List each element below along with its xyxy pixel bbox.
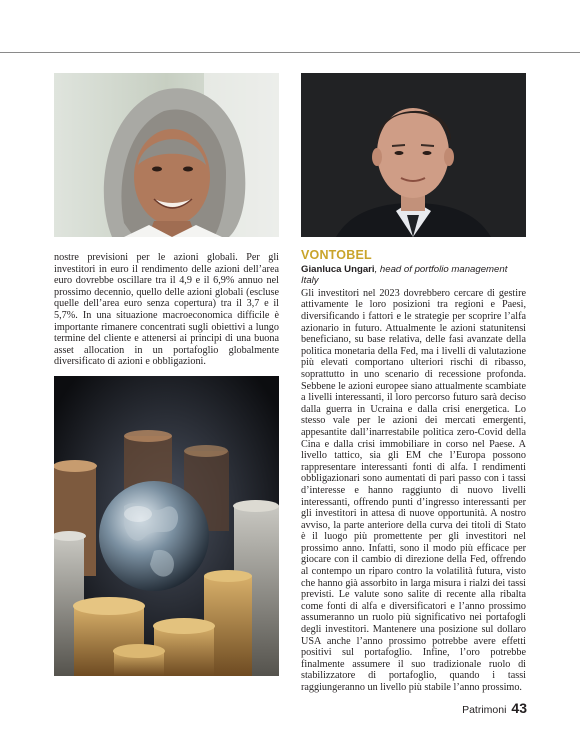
author-byline [301, 264, 526, 287]
left-body-paragraph: nostre previsioni per le azioni globali. Per gli investitori in euro il rendimento delle azioni dell’area euro dovrebbe oscillare tra il 4,9 e il 6,9% annuo nel prossimo decennio, quello delle azioni globali (escluse quelle dell’area euro senza copertura) tra il 3,7 e il 5,7%. In una situazione macroeconomica difficile è importante rimanere concentrati sugli obiettivi a lungo termine del cliente e attenersi ai principi di una buona asset allocation in un portafoglio globalmente diversificato di azioni e obbligazioni. [54, 252, 279, 368]
portrait-photo-man [301, 73, 526, 237]
page-footer [462, 700, 527, 716]
right-text-column [301, 248, 526, 694]
company-brand-heading: VONTOBEL [301, 248, 372, 262]
right-body-paragraph: Gli investitori nel 2023 dovrebbero cercare di gestire attivamente le loro posizioni tra regioni e Paesi, diversificando i fattori e le strategie per scoprire l’alfa azionario in futuro. Attualmente le azioni statunitensi beneficiano, su base relativa, delle fasi avanzate della politica monetaria della Fed, ma i livelli di valutazione più elevati comportano ulteriori rischi di ribasso, soprattutto in uno scenario di recessione profonda. Sebbene le azioni europee siano attualmente scambiate a livelli interessanti, il loro percorso futuro sarà deciso dalla guerra in Ucraina e dalla crisi energetica. Lo stesso vale per le azioni dei mercati emergenti, appesantite dall’inarrestabile politica zero-Covid della Cina e dalla crisi immobiliare in corso nel Paese. A livello tattico, sia gli EM che l’Europa possono rappresentare interessanti fonti di alfa. I rendimenti obbligazionari sono aumentati di pari passo con i tassi d’interesse e hanno raggiunto di nuovo livelli interessanti, offrendo punti d’ingresso interessanti per gli investitori in attesa di nuove opportunità. A nostro avviso, la parte anteriore della curva dei titoli di Stato è il luogo più promettente per gli investitori nel prossimo anno. Infatti, sono il modo più efficace per giocare con il cambio di direzione della Fed, offrendo al contempo un riparo contro la volatilità futura, visto che hanno già assorbito in larga misura i rialzi dei tassi previsti. Le valute sono salite di recente alla ribalta come fonti di alfa e diversificatori e l’anno prossimo assumeranno un ruolo più significativo nei portafogli degli investitori. Mantenere una posizione sul dollaro USA anche l’anno prossimo potrebbe avere effetti positivi sul portafoglio. Infine, l’oro potrebbe finalmente assumere il suo tradizionale ruolo di stabilizzatore di portafoglio, quando i tassi raggiungeranno un livello più stabile l’anno prossimo. [301, 287, 526, 693]
author-role: , head of portfolio management Italy [301, 264, 508, 287]
author-name: Gianluca Ungari [301, 264, 375, 275]
coins-globe-photo [54, 376, 279, 676]
left-text-column [54, 252, 279, 368]
page-number: 43 [511, 700, 527, 716]
header-rule [0, 52, 580, 53]
magazine-name: Patrimoni [462, 704, 507, 716]
portrait-photo-woman [54, 73, 279, 237]
